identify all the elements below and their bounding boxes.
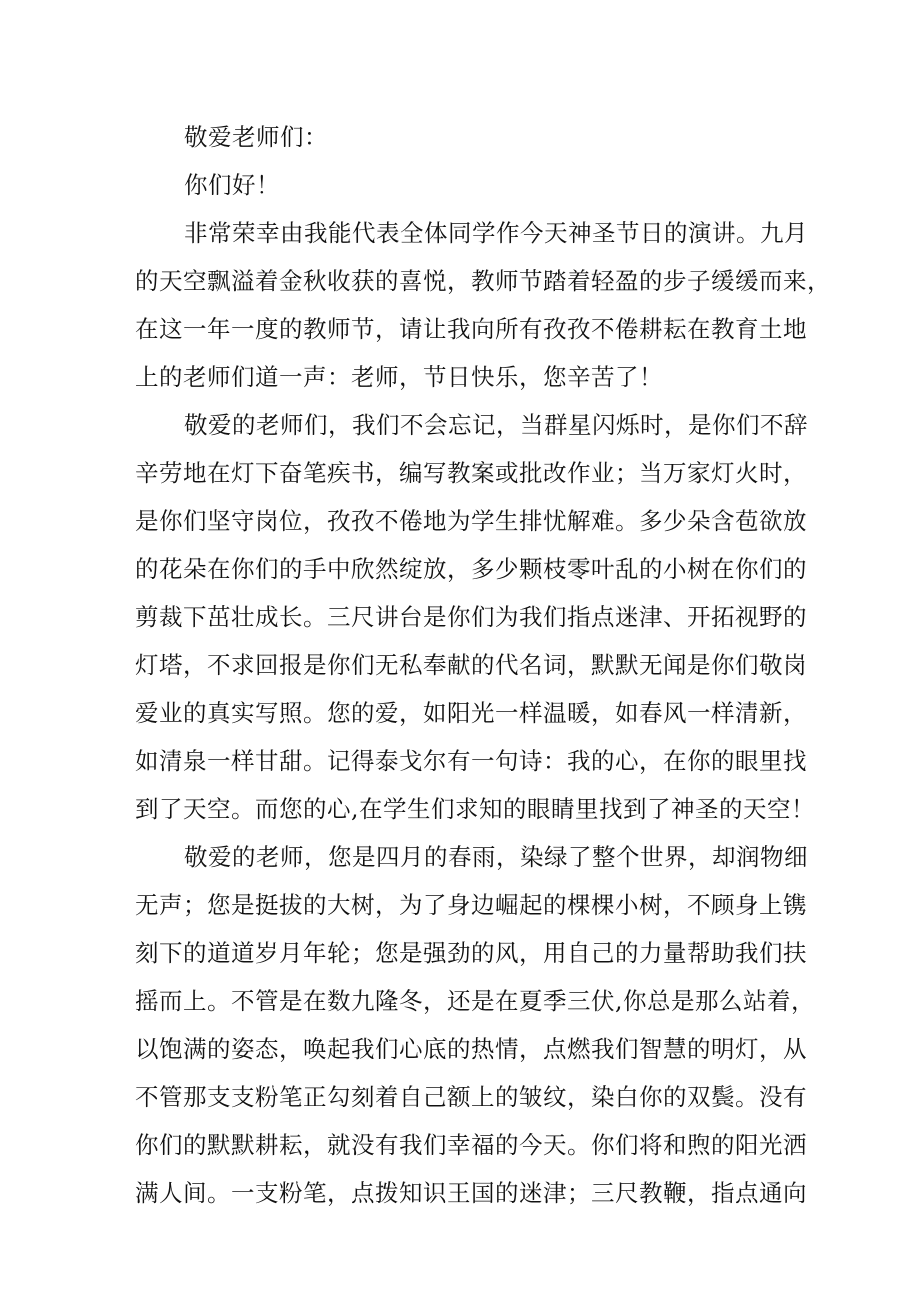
- paragraph-line: 不管那支支粉笔正勾刻着自己额上的皱纹，染白你的双鬓。没有: [135, 1083, 807, 1111]
- paragraph-line: 满人间。一支粉笔，点拨知识王国的迷津；三尺教鞭，指点通向: [135, 1179, 807, 1207]
- paragraph-line: 如清泉一样甘甜。记得泰戈尔有一句诗：我的心，在你的眼里找: [135, 747, 807, 775]
- paragraph-1: [135, 209, 831, 401]
- salutation: 敬爱老师们：: [184, 123, 328, 151]
- paragraph-line: 上的老师们道一声：老师，节日快乐，您辛苦了！: [135, 363, 663, 391]
- paragraph-line: 你们的默默耕耘，就没有我们幸福的今天。你们将和煦的阳光洒: [135, 1131, 807, 1159]
- paragraph-line: 在这一年一度的教师节，请让我向所有孜孜不倦耕耘在教育土地: [135, 315, 807, 343]
- paragraph-line: 剪裁下茁壮成长。三尺讲台是你们为我们指点迷津、开拓视野的: [135, 603, 807, 631]
- paragraph-line: 是你们坚守岗位，孜孜不倦地为学生排忧解难。多少朵含苞欲放: [135, 507, 807, 535]
- paragraph-line: 到了天空。而您的心,在学生们求知的眼睛里找到了神圣的天空！: [135, 795, 815, 823]
- paragraph-line: 的花朵在你们的手中欣然绽放，多少颗枝零叶乱的小树在你们的: [135, 555, 807, 583]
- paragraph-line: 的天空飘溢着金秋收获的喜悦，教师节踏着轻盈的步子缓缓而来，: [135, 267, 831, 295]
- paragraph-line: 摇而上。不管是在数九隆冬，还是在夏季三伏,你总是那么站着，: [135, 987, 815, 1015]
- paragraph-line: 刻下的道道岁月年轮；您是强劲的风，用自己的力量帮助我们扶: [135, 939, 807, 967]
- document-body: [135, 113, 831, 1217]
- paragraph-line: 敬爱的老师们，我们不会忘记，当群星闪烁时，是你们不辞: [184, 411, 808, 439]
- paragraph-line: 辛劳地在灯下奋笔疾书，编写教案或批改作业；当万家灯火时，: [135, 459, 807, 487]
- paragraph-line: 爱业的真实写照。您的爱，如阳光一样温暖，如春风一样清新，: [135, 699, 807, 727]
- greeting: 你们好！: [184, 171, 280, 199]
- paragraph-line: 以饱满的姿态，唤起我们心底的热情，点燃我们智慧的明灯，从: [135, 1035, 807, 1063]
- paragraph-line: 灯塔，不求回报是你们无私奉献的代名词，默默无闻是你们敬岗: [135, 651, 807, 679]
- paragraph-line: 无声；您是挺拔的大树，为了身边崛起的棵棵小树，不顾身上镌: [135, 891, 807, 919]
- paragraph-line: 非常荣幸由我能代表全体同学作今天神圣节日的演讲。九月: [184, 219, 808, 247]
- paragraph-line: 敬爱的老师，您是四月的春雨，染绿了整个世界，却润物细: [184, 843, 808, 871]
- paragraph-2: [135, 401, 815, 833]
- paragraph-3: [135, 833, 815, 1217]
